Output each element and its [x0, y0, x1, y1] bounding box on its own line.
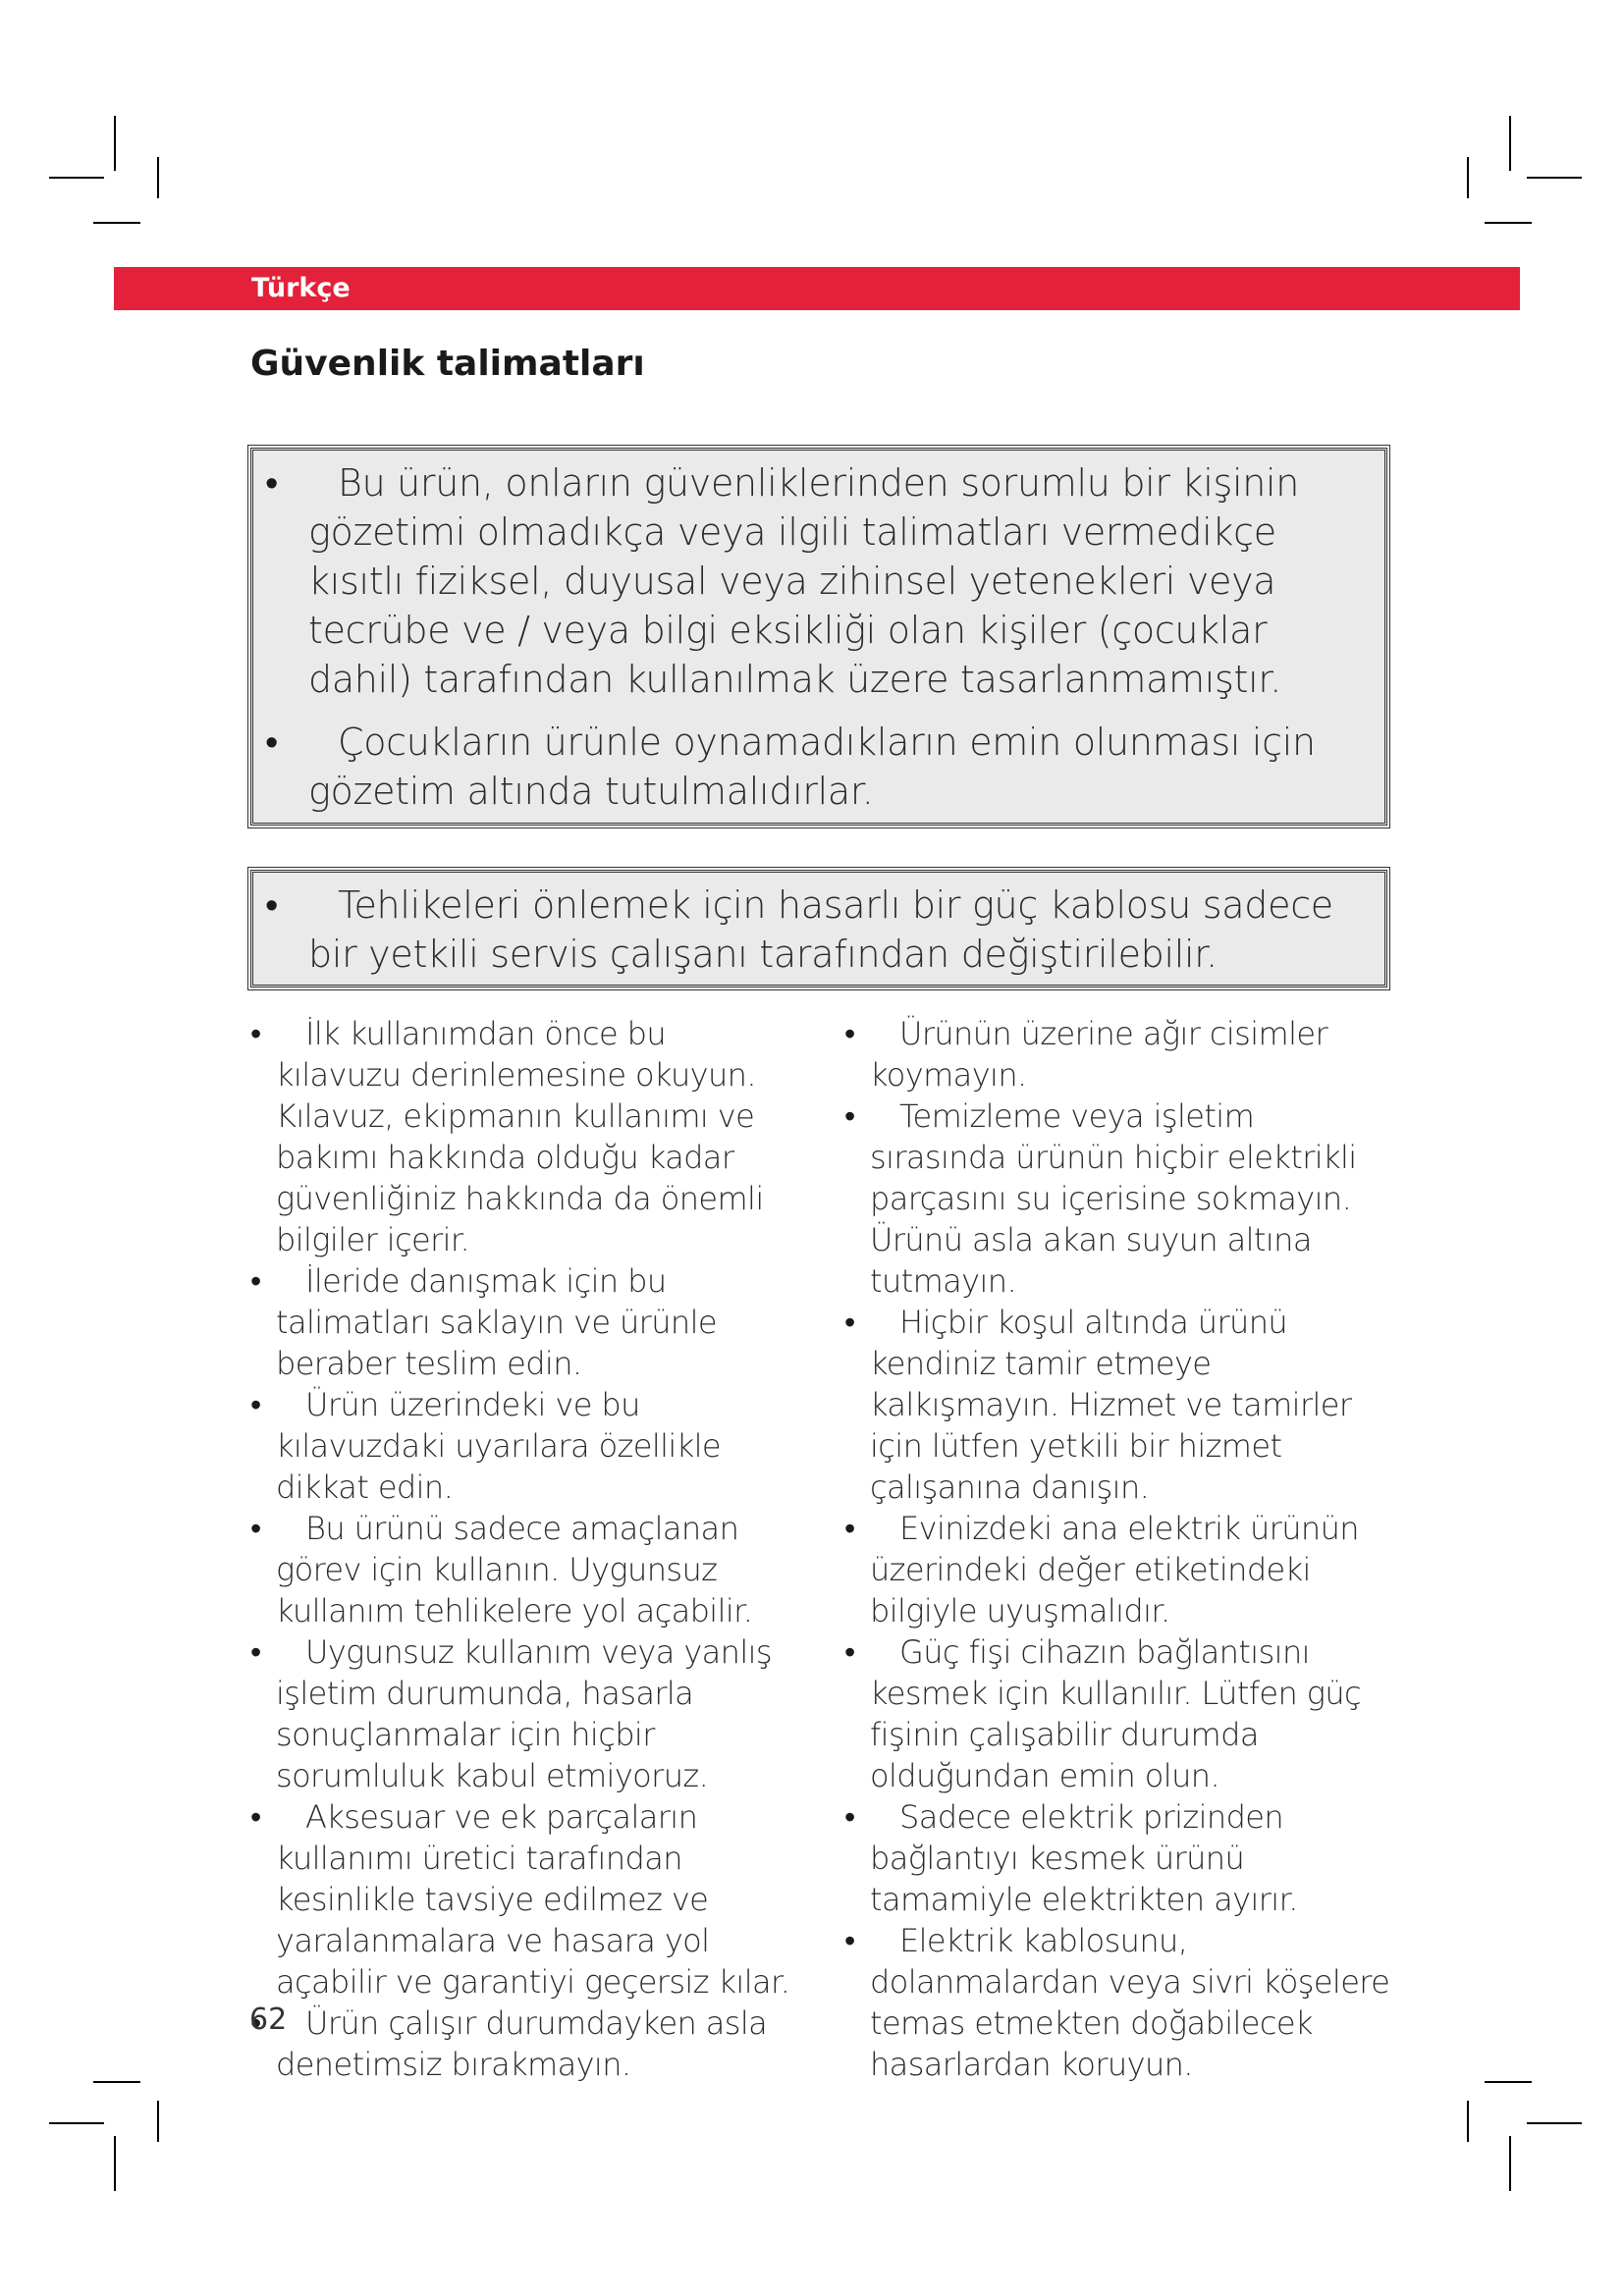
warning-item: • Bu ürün, onların güvenliklerinden sorumlu bir kişinin gözetimi olmadıkça veya ilgili talimatları vermedikçe kısıtlı fiziksel, duyusal veya zihinsel yetenekleri veya tecrübe ve / veya bilgi eksikliği olan kişiler (çocuklar dahil) tarafından kullanılmak üzere tasarlanmamıştır.	[308, 458, 1375, 704]
list-item: • Bu ürünü sadece amaçlanan görev için kullanın. Uygunsuz kullanım tehlikelere yol açabilir.	[250, 1508, 800, 1631]
list-item: • İlk kullanımdan önce bu kılavuzu derinlemesine okuyun. Kılavuz, ekipmanın kullanımı ve bakımı hakkında olduğu kadar güvenliğiniz hakkında da önemli bilgiler içerir.	[250, 1013, 800, 1260]
crop-mark	[157, 2101, 159, 2142]
crop-mark	[49, 2122, 104, 2124]
list-item: • İleride danışmak için bu talimatları saklayın ve ürünle beraber teslim edin.	[250, 1260, 800, 1384]
list-item: • Ürün üzerindeki ve bu kılavuzdaki uyarılara özellikle dikkat edin.	[250, 1384, 800, 1508]
list-item: • Ürün çalışır durumdayken asla denetimsiz bırakmayın.	[250, 2002, 800, 2085]
crop-mark	[49, 177, 104, 179]
crop-mark	[1509, 116, 1511, 171]
safety-list-right	[844, 1013, 1394, 2085]
warning-list	[308, 881, 1375, 979]
language-header-bar	[114, 267, 1520, 310]
list-item: • Aksesuar ve ek parçaların kullanımı üretici tarafından kesinlikle tavsiye edilmez ve yaralanmalara ve hasara yol açabilir ve garantiyi geçersiz kılar.	[250, 1796, 800, 2002]
crop-mark	[1485, 2081, 1532, 2083]
list-item: • Temizleme veya işletim sırasında ürünün hiçbir elektrikli parçasını su içerisine sokmayın. Ürünü asla akan suyun altına tutmayın.	[844, 1095, 1394, 1302]
right-column	[844, 1013, 1394, 2085]
crop-mark	[93, 222, 140, 224]
list-item: • Uygunsuz kullanım veya yanlış işletim durumunda, hasarla sonuçlanmalar için hiçbir sorumluluk kabul etmiyoruz.	[250, 1631, 800, 1796]
list-item: • Güç fişi cihazın bağlantısını kesmek için kullanılır. Lütfen güç fişinin çalışabilir durumda olduğundan emin olun.	[844, 1631, 1394, 1796]
crop-mark	[1485, 222, 1532, 224]
list-item: • Sadece elektrik prizinden bağlantıyı kesmek ürünü tamamiyle elektrikten ayırır.	[844, 1796, 1394, 1920]
page-title: Güvenlik talimatları	[250, 344, 645, 384]
warning-item: • Çocukların ürünle oynamadıkların emin olunması için gözetim altında tutulmalıdırlar.	[308, 718, 1375, 816]
crop-mark	[1467, 157, 1469, 198]
crop-mark	[114, 116, 116, 171]
list-item: • Hiçbir koşul altında ürünü kendiniz tamir etmeye kalkışmayın. Hizmet ve tamirler için lütfen yetkili bir hizmet çalışanına danışın.	[844, 1302, 1394, 1508]
crop-mark	[1527, 177, 1582, 179]
crop-mark	[1527, 2122, 1582, 2124]
crop-mark	[1467, 2101, 1469, 2142]
list-item: • Evinizdeki ana elektrik ürünün üzerindeki değer etiketindeki bilgiyle uyuşmalıdır.	[844, 1508, 1394, 1631]
warning-item: • Tehlikeleri önlemek için hasarlı bir güç kablosu sadece bir yetkili servis çalışanı tarafından değiştirilebilir.	[308, 881, 1375, 979]
language-label: Türkçe	[251, 273, 351, 303]
list-item: • Ürünün üzerine ağır cisimler koymayın.	[844, 1013, 1394, 1095]
crop-mark	[157, 157, 159, 198]
warning-list	[308, 458, 1375, 816]
list-item: • Elektrik kablosunu, dolanmalardan veya sivri köşelere temas etmekten doğabilecek hasarlardan koruyun.	[844, 1920, 1394, 2085]
warning-box-children	[250, 448, 1387, 826]
page-number: 62	[249, 2002, 288, 2037]
left-column	[250, 1013, 800, 2085]
warning-box-power-cable	[250, 870, 1387, 988]
crop-mark	[114, 2136, 116, 2191]
crop-mark	[1509, 2136, 1511, 2191]
safety-list-left	[250, 1013, 800, 2085]
crop-mark	[93, 2081, 140, 2083]
